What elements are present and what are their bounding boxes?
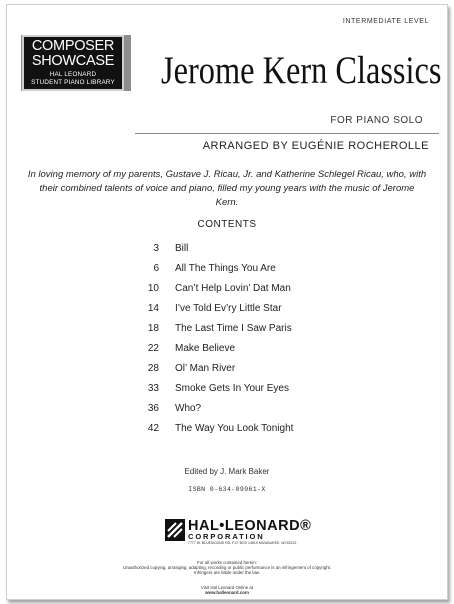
- book-title: Jerome Kern Classics: [161, 49, 442, 92]
- toc-page-number: 14: [147, 303, 159, 314]
- toc-page-number: 42: [147, 423, 159, 434]
- toc-page-number: 10: [147, 283, 159, 294]
- toc-song-title: Can’t Help Lovin’ Dat Man: [175, 283, 291, 294]
- series-badge: [21, 35, 131, 91]
- toc-song-title: Ol’ Man River: [175, 363, 236, 374]
- difficulty-level: INTERMEDIATE LEVEL: [342, 18, 429, 25]
- toc-song-title: Make Believe: [175, 343, 236, 354]
- publisher-address: 7777 W. BLUEMOUND RD. P.O. BOX 13819 MILWAUKEE, WI 53213: [188, 541, 297, 545]
- toc-song-title: Smoke Gets In Your Eyes: [175, 383, 289, 394]
- website-url: www.halleonard.com: [205, 590, 249, 596]
- toc-song-title: Bill: [175, 243, 189, 254]
- dedication-text: In loving memory of my parents, Gustave J. Ricau, Jr. and Katherine Schlegel Ricau, who, with their combined talents of voice and piano, filled my young years with the music of Jerome Kern.: [27, 169, 427, 208]
- hal-leonard-logo-icon: [165, 519, 185, 541]
- toc-song-title: The Way You Look Tonight: [175, 423, 294, 434]
- toc-song-title: I’ve Told Ev’ry Little Star: [175, 303, 282, 314]
- publisher-name: HAL•LEONARD®: [188, 518, 312, 534]
- toc-song-title: Who?: [175, 403, 202, 414]
- toc-page-number: 6: [153, 263, 159, 274]
- editor-credit: Edited by J. Mark Baker: [184, 467, 270, 476]
- series-name-line2: SHOWCASE: [31, 53, 115, 69]
- website-notice: [7, 585, 447, 595]
- arranger-credit: ARRANGED BY EUGÉNIE ROCHEROLLE: [202, 140, 429, 152]
- toc-song-title: All The Things You Are: [175, 263, 276, 274]
- sheet-music-cover-page: [6, 4, 448, 600]
- toc-page-number: 3: [153, 243, 159, 254]
- toc-song-title: The Last Time I Saw Paris: [175, 323, 292, 334]
- isbn-number: ISBN 0-634-09061-X: [188, 486, 266, 493]
- toc-page-number: 33: [147, 383, 159, 394]
- series-badge-panel: [22, 35, 124, 91]
- toc-page-number: 18: [147, 323, 159, 334]
- book-subtitle: FOR PIANO SOLO: [330, 115, 423, 126]
- website-line: Visit Hal Leonard Online at: [200, 585, 254, 590]
- copyright-line: For all works contained herein:: [197, 560, 257, 565]
- toc-page-number: 22: [147, 343, 159, 354]
- toc-page-number: 28: [147, 363, 159, 374]
- toc-page-number: 36: [147, 403, 159, 414]
- contents-heading: CONTENTS: [197, 219, 257, 230]
- copyright-line: Unauthorized copying, arranging, adapting, recording or public performance is an infringement of copyright.: [122, 565, 332, 571]
- series-name-line1: COMPOSER: [31, 38, 115, 54]
- copyright-notice: [7, 560, 447, 576]
- series-library-line: STUDENT PIANO LIBRARY: [31, 79, 115, 86]
- publisher-logo: [165, 518, 312, 545]
- publisher-corporation: CORPORATION: [188, 532, 265, 541]
- series-publisher-line: HAL LEONARD: [49, 71, 97, 78]
- copyright-line: Infringers are liable under the law.: [194, 570, 260, 576]
- divider-rule: [135, 133, 439, 134]
